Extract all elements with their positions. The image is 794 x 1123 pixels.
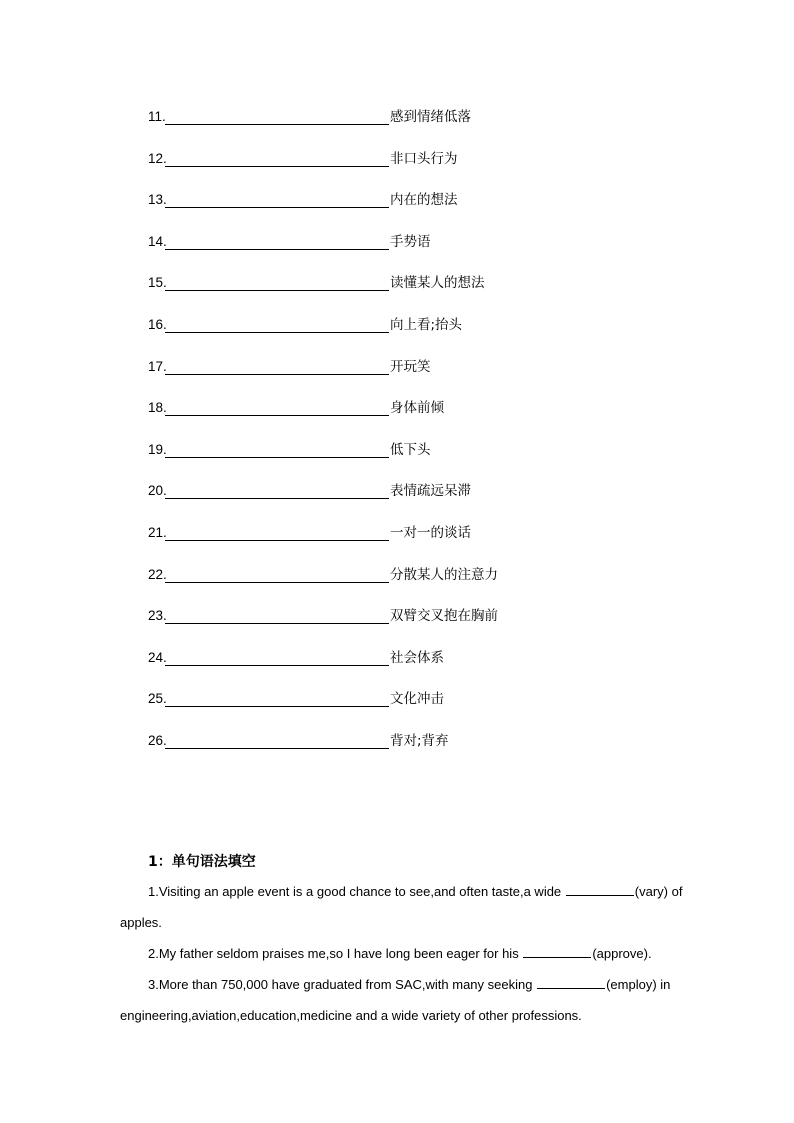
vocab-answer-blank[interactable] (165, 150, 389, 167)
vocab-meaning: 社会体系 (390, 649, 444, 666)
vocab-meaning: 开玩笑 (390, 358, 431, 375)
vocab-meaning: 双臂交叉抱在胸前 (390, 608, 498, 625)
vocab-number: 25. (148, 691, 167, 707)
vocab-meaning: 表情疏远呆滞 (390, 483, 471, 500)
vocab-number: 15. (148, 275, 167, 291)
vocab-answer-blank[interactable] (165, 358, 389, 375)
vocab-answer-blank[interactable] (165, 108, 389, 125)
exercise-2 (120, 945, 672, 963)
vocab-answer-blank[interactable] (165, 524, 389, 541)
vocab-answer-blank[interactable] (165, 482, 389, 499)
vocab-answer-blank[interactable] (165, 191, 389, 208)
vocab-number: 16. (148, 316, 167, 332)
exercise-1-hint: (vary) of (634, 884, 683, 899)
vocab-number: 21. (148, 524, 167, 540)
vocab-meaning: 背对;背弃 (390, 732, 449, 749)
exercise-1 (120, 883, 683, 932)
vocab-row (148, 108, 568, 150)
vocab-row (148, 607, 568, 649)
vocab-answer-blank[interactable] (165, 274, 389, 291)
exercise-2-text: 2.My father seldom praises me,so I have long been eager for his (148, 946, 519, 961)
vocab-meaning: 分散某人的注意力 (390, 566, 498, 583)
vocab-row (148, 399, 568, 441)
vocab-answer-blank[interactable] (165, 441, 389, 458)
vocab-row (148, 316, 568, 358)
vocab-row (148, 191, 568, 233)
exercise-1-text: 1.Visiting an apple event is a good chance to see,and often taste,a wide (148, 884, 562, 899)
vocab-number: 12. (148, 150, 167, 166)
vocab-number: 23. (148, 608, 167, 624)
exercise-3-hint: (employ) in (606, 977, 671, 992)
vocab-number: 26. (148, 732, 167, 748)
vocab-answer-blank[interactable] (165, 732, 389, 749)
exercise-3-blank[interactable] (537, 976, 605, 989)
vocab-row (148, 524, 568, 566)
vocab-number: 24. (148, 649, 167, 665)
vocab-meaning: 非口头行为 (390, 150, 458, 167)
exercise-2-hint: (approve). (592, 946, 652, 961)
vocab-meaning: 内在的想法 (390, 192, 458, 209)
exercise-2-blank[interactable] (523, 945, 591, 958)
vocab-answer-blank[interactable] (165, 690, 389, 707)
vocab-meaning: 低下头 (390, 441, 431, 458)
exercise-1-blank[interactable] (566, 883, 634, 896)
vocab-row (148, 566, 568, 608)
vocab-number: 13. (148, 192, 167, 208)
vocab-number: 18. (148, 400, 167, 416)
vocab-meaning: 一对一的谈话 (390, 524, 471, 541)
vocab-row (148, 482, 568, 524)
vocab-answer-blank[interactable] (165, 566, 389, 583)
vocab-answer-blank[interactable] (165, 399, 389, 416)
vocabulary-list (148, 108, 568, 774)
vocab-answer-blank[interactable] (165, 607, 389, 624)
vocab-number: 22. (148, 566, 167, 582)
vocab-meaning: 读懂某人的想法 (390, 275, 485, 292)
vocab-number: 20. (148, 483, 167, 499)
vocab-row (148, 732, 568, 774)
vocab-meaning: 身体前倾 (390, 400, 444, 417)
exercise-3-text: 3.More than 750,000 have graduated from SAC,with many seeking (148, 977, 533, 992)
vocab-row (148, 150, 568, 192)
vocab-answer-blank[interactable] (165, 233, 389, 250)
vocab-row (148, 690, 568, 732)
exercise-3-continuation: engineering,aviation,education,medicine and a wide variety of other professions. (120, 1008, 582, 1023)
vocab-number: 11. (148, 109, 166, 124)
vocab-meaning: 向上看;抬头 (390, 316, 463, 333)
vocab-number: 19. (148, 441, 167, 457)
vocab-meaning: 文化冲击 (390, 691, 444, 708)
exercise-1-continuation: apples. (120, 915, 162, 930)
vocab-row (148, 233, 568, 275)
exercise-3 (120, 976, 672, 1025)
section-title: 1：单句语法填空 (148, 854, 256, 870)
vocab-row (148, 274, 568, 316)
vocab-row (148, 649, 568, 691)
vocab-row (148, 358, 568, 400)
vocab-number: 17. (148, 358, 167, 374)
vocab-answer-blank[interactable] (165, 316, 389, 333)
vocab-answer-blank[interactable] (165, 649, 389, 666)
vocab-meaning: 感到情绪低落 (390, 109, 471, 125)
vocab-meaning: 手势语 (390, 233, 431, 250)
vocab-number: 14. (148, 233, 167, 249)
vocab-row (148, 441, 568, 483)
